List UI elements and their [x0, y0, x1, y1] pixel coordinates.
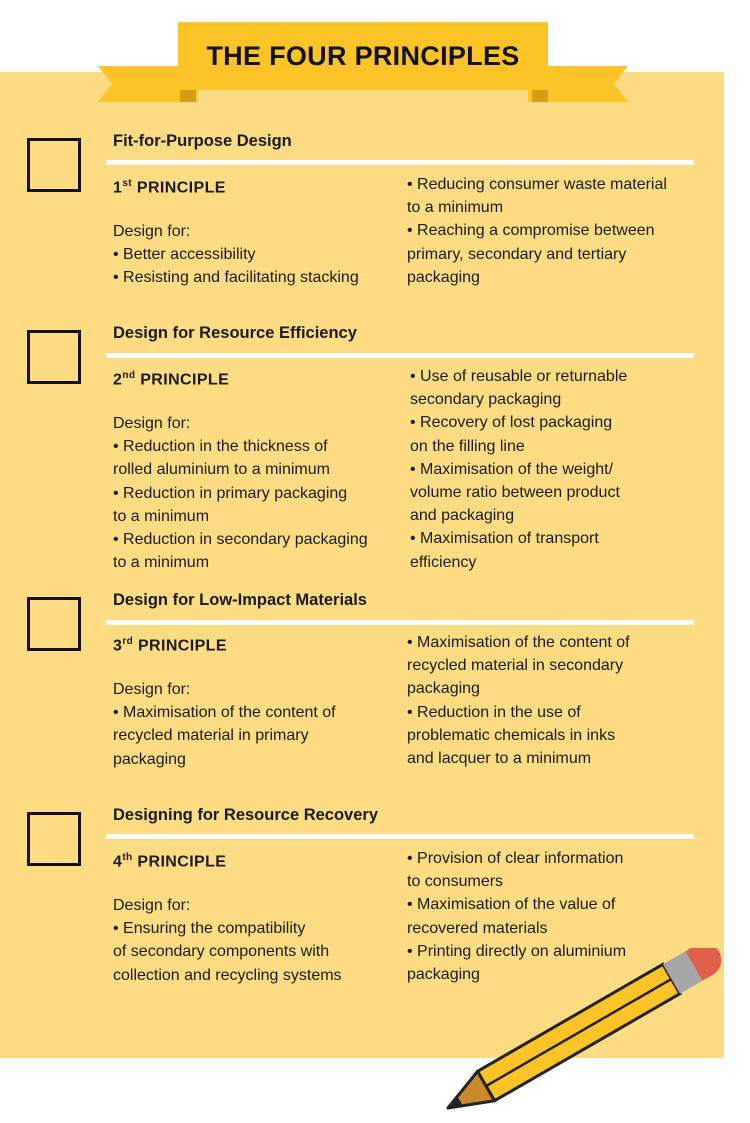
checkbox-icon[interactable] — [27, 597, 81, 651]
principle-1-left-text: Design for: • Better accessibility • Resisting and facilitating stacking — [113, 223, 359, 287]
principle-4-left-text: Design for: • Ensuring the compatibility of secondary components with collection and recycling systems — [113, 897, 342, 984]
principle-1-right-text: • Reducing consumer waste material to a minimum • Reaching a compromise between primary, secondary and tertiary packaging — [407, 176, 667, 286]
principle-3-left-text: Design for: • Maximisation of the content of recycled material in primary packaging — [113, 681, 336, 768]
principle-3-right-text: • Maximisation of the content of recycled material in secondary packaging • Reduction in the use of problematic chemicals in inks and lacquer to a minimum — [407, 634, 630, 768]
checkbox-icon[interactable] — [27, 138, 81, 192]
section-heading-1: Fit-for-Purpose Design — [113, 132, 292, 150]
section-heading-2: Design for Resource Efficiency — [113, 324, 357, 342]
section-heading-3: Design for Low-Impact Materials — [113, 591, 367, 609]
section-heading-4: Designing for Resource Recovery — [113, 806, 378, 824]
principle-label-2: 2nd PRINCIPLE — [113, 370, 230, 389]
pencil-icon — [440, 948, 750, 1118]
section-divider-4 — [106, 834, 694, 839]
ribbon-fold-left — [180, 90, 196, 102]
section-divider-1 — [106, 160, 694, 165]
checkbox-icon[interactable] — [27, 330, 81, 384]
principle-2-left-text: Design for: • Reduction in the thickness of rolled aluminium to a minimum • Reduction in primary packaging to a minimum • Reduction in secondary packaging to a minimum — [113, 415, 368, 572]
principle-label-1: 1st PRINCIPLE — [113, 178, 226, 197]
principle-4-right-text: • Provision of clear information to consumers • Maximisation of the value of recovered materials • Printing directly on aluminium packaging — [407, 850, 627, 984]
principle-label-3: 3rd PRINCIPLE — [113, 636, 227, 655]
principle-label-4: 4th PRINCIPLE — [113, 852, 227, 871]
principle-2-right-text: • Use of reusable or returnable secondary packaging • Recovery of lost packaging on the filling line • Maximisation of the weight/ volume ratio between product and packaging • Maximisation of transport efficiency — [410, 368, 628, 571]
section-divider-2 — [106, 353, 694, 358]
section-divider-3 — [106, 620, 694, 625]
title-banner — [178, 22, 548, 90]
checkbox-icon[interactable] — [27, 812, 81, 866]
ribbon-fold-right — [532, 90, 548, 102]
page-title: THE FOUR PRINCIPLES — [206, 40, 520, 71]
